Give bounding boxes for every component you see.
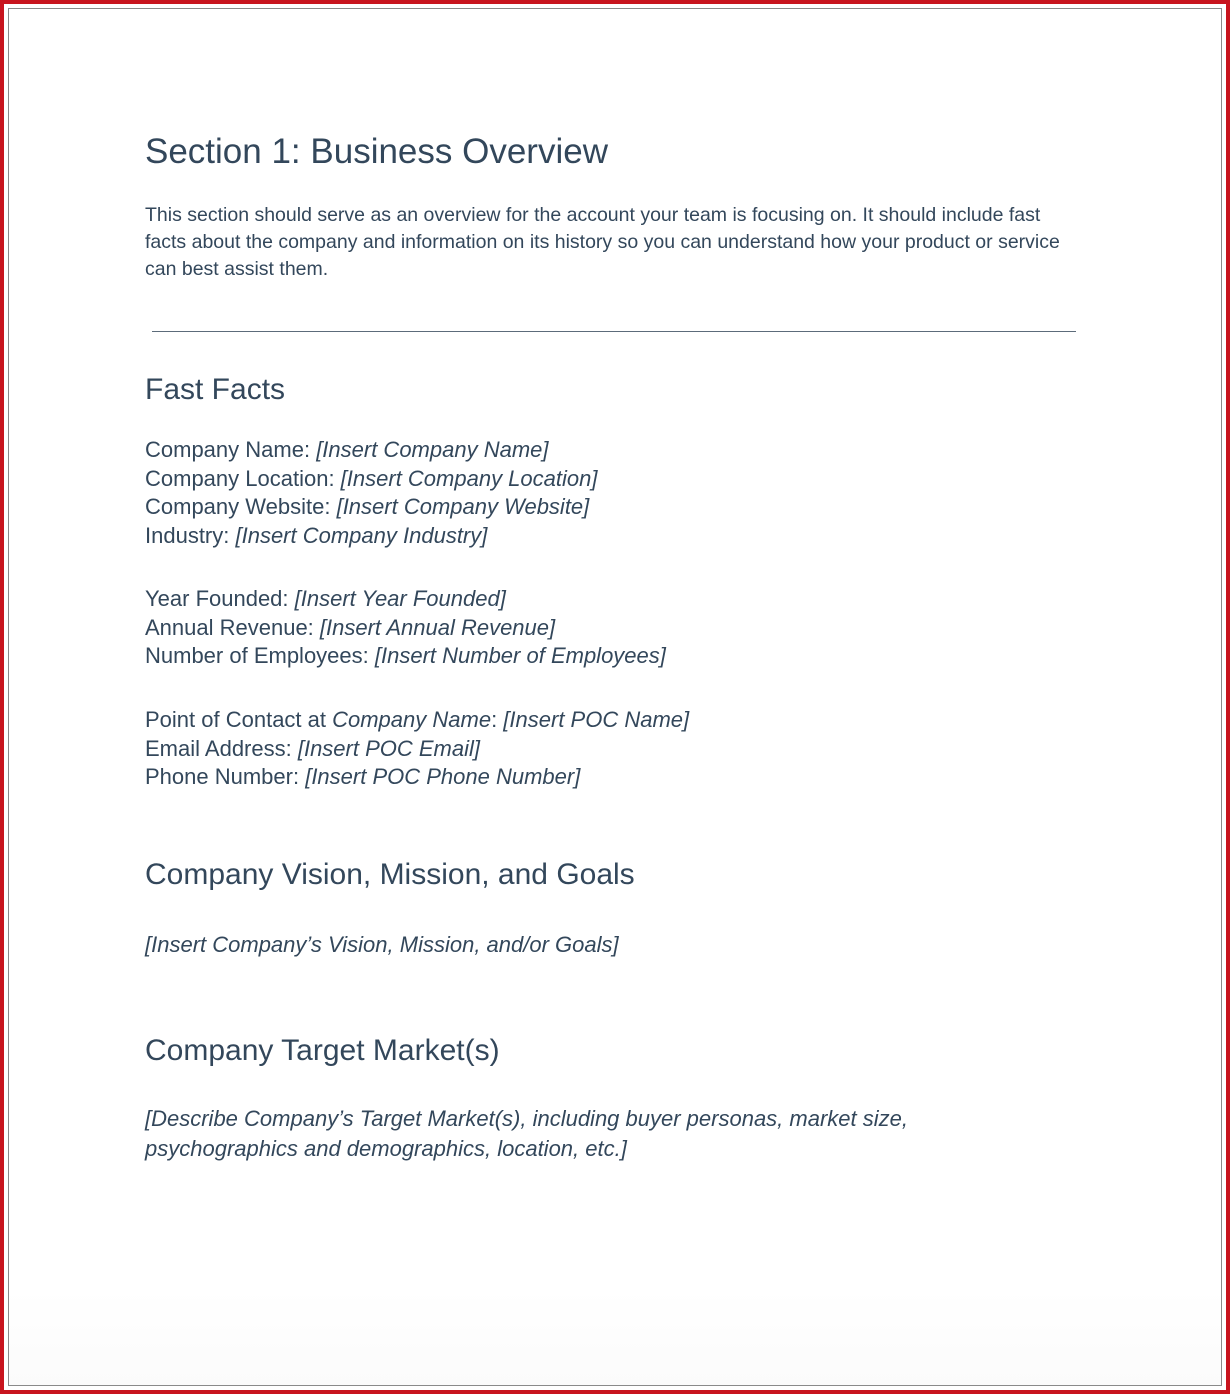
fact-label: Point of Contact at: [145, 707, 333, 732]
company-name-fact: [145, 436, 1085, 465]
fact-label: Company Website:: [145, 494, 337, 520]
fact-placeholder: [Insert POC Phone Number]: [305, 764, 581, 790]
section-title: Section 1: Business Overview: [145, 132, 608, 171]
target-market-placeholder: [Describe Company’s Target Market(s), including buyer personas, market size, psychographics and demographics, location, etc.]: [145, 1106, 908, 1161]
fact-placeholder: [Insert POC Email]: [297, 735, 480, 761]
fact-placeholder: [Insert POC Name]: [503, 707, 690, 732]
fact-label-company: Company Name: [332, 707, 492, 732]
fast-facts-heading: Fast Facts: [145, 373, 286, 406]
fact-placeholder: [Insert Number of Employees]: [374, 643, 666, 669]
fact-placeholder: [Insert Company Industry]: [235, 522, 488, 548]
section-intro: This section should serve as an overview for the account your team is focusing on. It should include fast facts about the company and information on its history so you can understand how your product or service can best assist them.: [145, 204, 1060, 280]
fact-placeholder: [Insert Company Location]: [340, 465, 598, 491]
fact-label: Company Location:: [145, 465, 341, 491]
vision-placeholder: [Insert Company’s Vision, Mission, and/or Goals]: [145, 932, 619, 957]
year-founded-fact: [145, 585, 1085, 614]
company-website-fact: [145, 493, 1085, 522]
fact-label: Phone Number:: [145, 764, 306, 790]
company-location-fact: [145, 465, 1085, 494]
section-divider: [152, 331, 1076, 332]
industry-fact: [145, 522, 1085, 551]
vision-heading: Company Vision, Mission, and Goals: [145, 858, 635, 891]
target-market-heading: Company Target Market(s): [145, 1034, 500, 1067]
poc-email-fact: [145, 735, 1085, 764]
fact-placeholder: [Insert Company Website]: [336, 494, 590, 520]
annual-revenue-fact: [145, 614, 1085, 643]
fact-placeholder: [Insert Annual Revenue]: [319, 614, 556, 640]
poc-phone-fact: [145, 763, 1085, 792]
fast-facts-contact-group: [145, 706, 1085, 792]
employees-fact: [145, 642, 1085, 671]
fact-label: Company Name:: [145, 437, 317, 462]
fact-label: Year Founded:: [145, 586, 295, 611]
fact-placeholder: [Insert Company Name]: [316, 437, 549, 462]
fact-label-colon: :: [491, 707, 504, 732]
fact-label: Annual Revenue:: [145, 614, 320, 640]
fact-label: Industry:: [145, 522, 236, 548]
fast-facts-company-group: [145, 436, 1085, 550]
poc-name-fact: [145, 706, 1085, 735]
fact-label: Email Address:: [145, 735, 298, 761]
fact-label: Number of Employees:: [145, 643, 375, 669]
fact-placeholder: [Insert Year Founded]: [294, 586, 506, 611]
fast-facts-metrics-group: [145, 585, 1085, 671]
